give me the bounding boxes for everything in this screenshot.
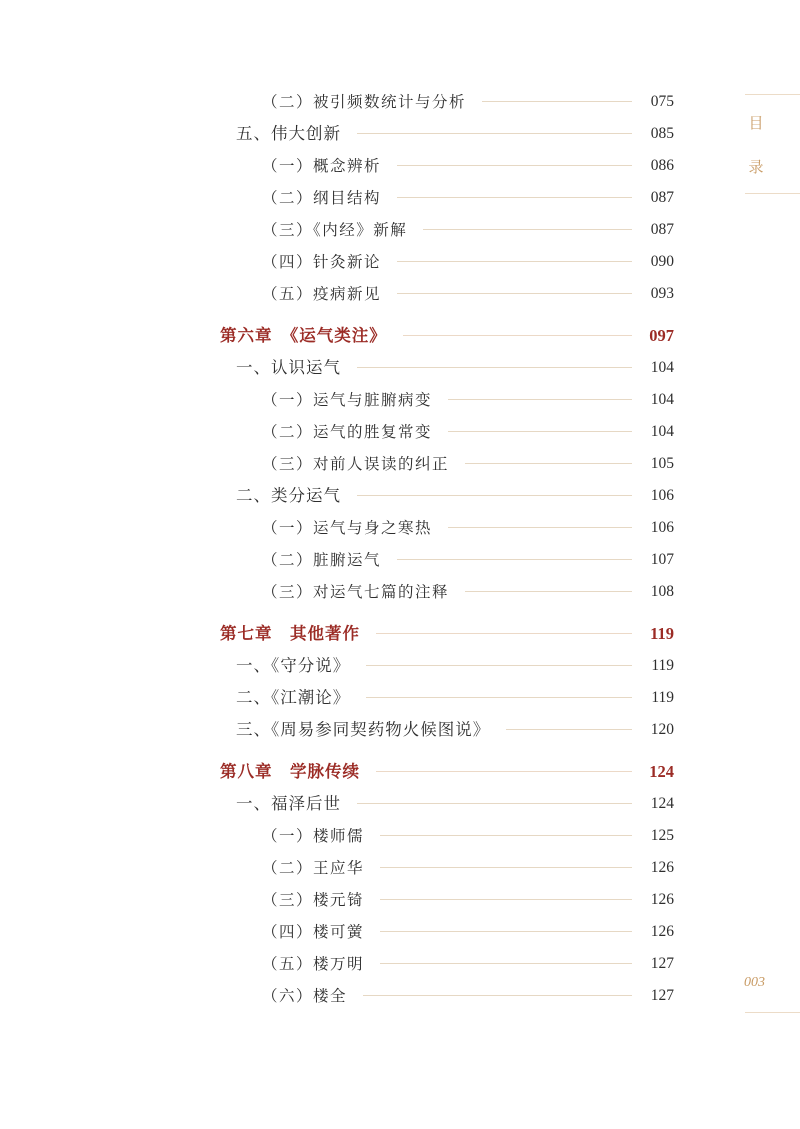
- toc-entry: [0, 684, 800, 712]
- leader-line: [380, 867, 632, 868]
- toc-page-number: 085: [650, 125, 674, 142]
- toc-entry-title: 第八章 学脉传续: [220, 762, 360, 781]
- toc-page-number: 086: [650, 157, 674, 174]
- leader-line: [482, 101, 632, 102]
- toc-page-number: 126: [650, 923, 674, 940]
- toc-page-number: 119: [651, 689, 674, 706]
- toc-chapter-entry: [0, 322, 800, 350]
- toc-entry: [0, 120, 800, 148]
- toc-entry: [0, 248, 800, 276]
- toc-entry-title: （三）《内经》新解: [262, 221, 408, 239]
- toc-entry-title: （二）运气的胜复常变: [262, 423, 433, 441]
- toc-page-number: 087: [650, 221, 674, 238]
- leader-line: [448, 527, 632, 528]
- toc-chapter-entry: [0, 620, 800, 648]
- page-number: 003: [744, 975, 765, 990]
- toc-entry-title: （二）脏腑运气: [262, 551, 382, 569]
- toc-page-number: 090: [650, 253, 674, 270]
- running-head: 目: [748, 114, 764, 132]
- toc-page-number: 126: [650, 859, 674, 876]
- toc-page-number: 075: [650, 93, 674, 110]
- toc-entry: [0, 216, 800, 244]
- leader-line: [363, 995, 632, 996]
- toc-page-number: 108: [650, 583, 674, 600]
- toc-entry: [0, 918, 800, 946]
- toc-entry: [0, 514, 800, 542]
- leader-line: [397, 293, 632, 294]
- leader-line: [357, 133, 632, 134]
- leader-line: [423, 229, 632, 230]
- toc-page-number: 126: [650, 891, 674, 908]
- toc-entry: [0, 546, 800, 574]
- toc-entry-title: （二）王应华: [262, 859, 365, 877]
- toc-entry: [0, 152, 800, 180]
- toc-entry: [0, 982, 800, 1010]
- toc-entry-title: （一）运气与脏腑病变: [262, 391, 433, 409]
- toc-page-number: 107: [650, 551, 674, 568]
- leader-line: [357, 803, 632, 804]
- leader-line: [465, 591, 632, 592]
- leader-line: [380, 963, 632, 964]
- toc-entry-title: （二）被引频数统计与分析: [262, 93, 467, 111]
- toc-entry-title: （三）楼元锜: [262, 891, 365, 909]
- toc-entry: [0, 854, 800, 882]
- toc-page-number: 124: [650, 795, 674, 812]
- toc-entry-title: 二、《江潮论》: [236, 688, 351, 707]
- toc-entry: [0, 886, 800, 914]
- leader-line: [397, 197, 632, 198]
- toc-entry-title: 第六章 《运气类注》: [220, 326, 387, 345]
- toc-entry-title: （五）楼万明: [262, 955, 365, 973]
- toc-page-number: 119: [650, 624, 674, 643]
- toc-entry-title: （五）疫病新见: [262, 285, 382, 303]
- toc-entry: [0, 482, 800, 510]
- toc-entry: [0, 578, 800, 606]
- toc-page-number: 104: [650, 359, 674, 376]
- toc-entry-title: （六）楼全: [262, 987, 348, 1005]
- leader-line: [380, 899, 632, 900]
- toc-entry: [0, 386, 800, 414]
- toc-entry-title: （三）对前人误读的纠正: [262, 455, 450, 473]
- toc-chapter-entry: [0, 758, 800, 786]
- toc-entry-title: （四）针灸新论: [262, 253, 382, 271]
- toc-page-number: 127: [650, 987, 674, 1004]
- margin-rule: [745, 193, 800, 194]
- toc-page-number: 105: [650, 455, 674, 472]
- leader-line: [448, 431, 632, 432]
- toc-entry-title: （四）楼可黉: [262, 923, 365, 941]
- toc-entry: [0, 280, 800, 308]
- toc-entry: [0, 950, 800, 978]
- leader-line: [397, 559, 632, 560]
- leader-line: [397, 165, 632, 166]
- toc-entry-title: 一、认识运气: [236, 358, 341, 377]
- leader-line: [403, 335, 632, 336]
- leader-line: [380, 931, 632, 932]
- leader-line: [397, 261, 632, 262]
- toc-page-number: 120: [650, 721, 674, 738]
- toc-entry: [0, 88, 800, 116]
- toc-page-number: 125: [650, 827, 674, 844]
- toc-entry-title: 一、福泽后世: [236, 794, 341, 813]
- leader-line: [376, 771, 632, 772]
- leader-line: [357, 367, 632, 368]
- toc-page-number: 087: [650, 189, 674, 206]
- toc-entry: [0, 184, 800, 212]
- toc-entry: [0, 790, 800, 818]
- toc-entry-title: （二）纲目结构: [262, 189, 382, 207]
- toc-entry: [0, 716, 800, 744]
- toc-page-number: 106: [650, 519, 674, 536]
- margin-rule: [745, 1012, 800, 1013]
- toc-entry-title: （一）概念辨析: [262, 157, 382, 175]
- toc-page-number: 104: [650, 391, 674, 408]
- toc-entry: [0, 652, 800, 680]
- toc-page-number: 104: [650, 423, 674, 440]
- toc-entry-title: （一）运气与身之寒热: [262, 519, 433, 537]
- leader-line: [448, 399, 632, 400]
- toc-entry-title: 二、类分运气: [236, 486, 341, 505]
- toc-page-number: 127: [650, 955, 674, 972]
- toc-entry-title: 三、《周易参同契药物火候图说》: [236, 720, 491, 739]
- leader-line: [366, 665, 632, 666]
- leader-line: [380, 835, 632, 836]
- toc-page-number: 093: [650, 285, 674, 302]
- leader-line: [376, 633, 632, 634]
- toc-page-number: 097: [649, 326, 674, 345]
- toc-entry-title: 五、伟大创新: [236, 124, 341, 143]
- margin-rule: [745, 94, 800, 95]
- leader-line: [465, 463, 632, 464]
- leader-line: [506, 729, 632, 730]
- toc-entry: [0, 822, 800, 850]
- leader-line: [357, 495, 632, 496]
- toc-page-number: 106: [650, 487, 674, 504]
- toc-page-number: 124: [649, 762, 674, 781]
- leader-line: [366, 697, 632, 698]
- toc-entry: [0, 418, 800, 446]
- toc-entry-title: 第七章 其他著作: [220, 624, 360, 643]
- toc-entry: [0, 354, 800, 382]
- running-head: 录: [748, 158, 764, 176]
- toc-entry-title: （一）楼师儒: [262, 827, 365, 845]
- toc-entry-title: 一、《守分说》: [236, 656, 351, 675]
- toc-entry: [0, 450, 800, 478]
- toc-entry-title: （三）对运气七篇的注释: [262, 583, 450, 601]
- toc-page-number: 119: [651, 657, 674, 674]
